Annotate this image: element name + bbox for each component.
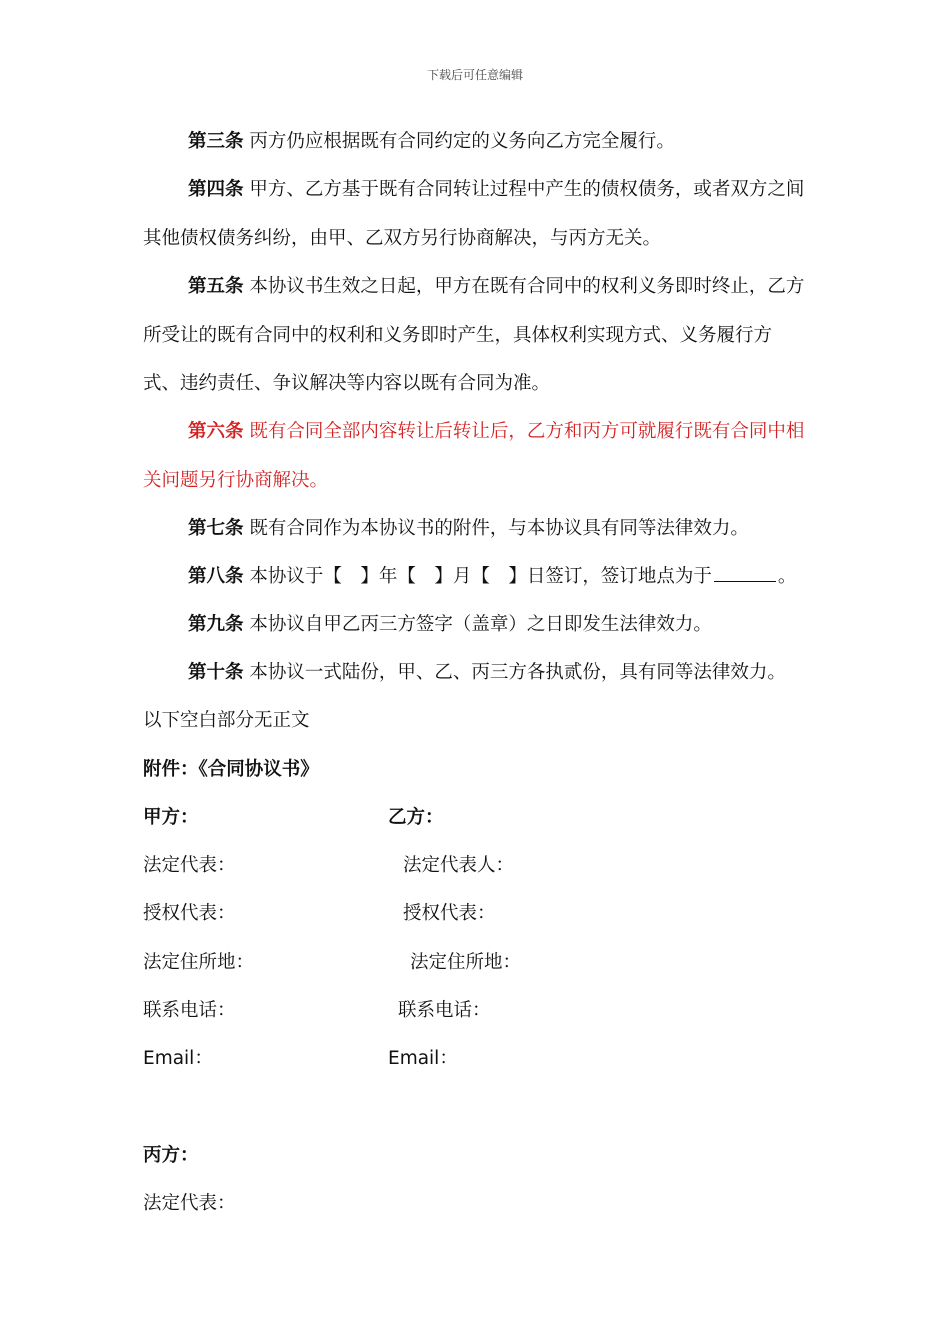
attachment-line	[143, 746, 808, 795]
party-c-legal-rep: 法定代表：	[143, 1193, 236, 1214]
article-8	[143, 553, 808, 602]
article-5	[143, 263, 808, 409]
party-a-legal-rep: 法定代表：	[143, 855, 236, 876]
party-a-title-text: 甲方：	[143, 807, 199, 828]
party-b-address: 法定住所地：	[410, 952, 522, 973]
article-9	[143, 601, 808, 650]
article-text: 本协议自甲乙丙三方签字（盖章）之日即发生法律效力。	[249, 614, 712, 635]
article-text: 甲方、乙方基于既有合同转让过程中产生的债权债务，或者双方之间其他债权债务纠纷，由甲、乙双方另行协商解决，与丙方无关。	[143, 179, 805, 249]
party-b-title	[388, 806, 444, 830]
party-c-title-text: 丙方：	[143, 1145, 199, 1166]
article-text: 本协议一式陆份，甲、乙、丙三方各执贰份，具有同等法律效力。	[249, 662, 786, 683]
article-label: 第四条	[188, 179, 244, 200]
party-b-legal-rep: 法定代表人：	[403, 855, 515, 876]
signing-place-blank	[714, 565, 776, 582]
article-text: 丙方仍应根据既有合同约定的义务向乙方完全履行。	[249, 131, 675, 152]
article-label: 第七条	[188, 518, 244, 539]
article-label: 第三条	[188, 131, 244, 152]
party-b-title-text: 乙方：	[388, 807, 444, 828]
article-label: 第十条	[188, 662, 244, 683]
article-4	[143, 166, 808, 263]
party-c-title	[143, 1144, 199, 1168]
article-text: 既有合同作为本协议书的附件，与本协议具有同等法律效力。	[249, 518, 749, 539]
article-label: 第五条	[188, 276, 244, 297]
blank-note: 以下空白部分无正文	[143, 710, 310, 731]
party-a-phone: 联系电话：	[143, 1000, 236, 1021]
article-text: 既有合同全部内容转让后转让后，乙方和丙方可就履行既有合同中相关问题另行协商解决。	[143, 421, 805, 491]
article-label: 第六条	[188, 421, 244, 442]
party-a-auth-rep: 授权代表：	[143, 903, 236, 924]
page-header: 下载后可任意编辑	[426, 68, 523, 82]
article-label: 第九条	[188, 614, 244, 635]
article-text: 本协议于【 】年【 】月【 】日签订，签订地点为于	[249, 566, 712, 587]
party-b-phone: 联系电话：	[398, 1000, 491, 1021]
party-a-email: Email：	[143, 1048, 213, 1069]
party-b-auth-rep: 授权代表：	[403, 903, 496, 924]
article-text-end: 。	[777, 566, 797, 587]
article-text: 本协议书生效之日起，甲方在既有合同中的权利义务即时终止，乙方所受让的既有合同中的权利和义务即时产生，具体权利实现方式、义务履行方式、违约责任、争议解决等内容以既有合同为准。	[143, 276, 805, 394]
article-3	[143, 118, 808, 167]
article-6	[143, 408, 808, 505]
article-10	[143, 649, 808, 698]
article-label: 第八条	[188, 566, 244, 587]
party-b-email: Email：	[388, 1048, 458, 1069]
article-7	[143, 505, 808, 554]
party-a-address: 法定住所地：	[143, 952, 255, 973]
attachment-label: 附件：《合同协议书》	[143, 759, 319, 780]
party-a-title	[143, 806, 199, 830]
